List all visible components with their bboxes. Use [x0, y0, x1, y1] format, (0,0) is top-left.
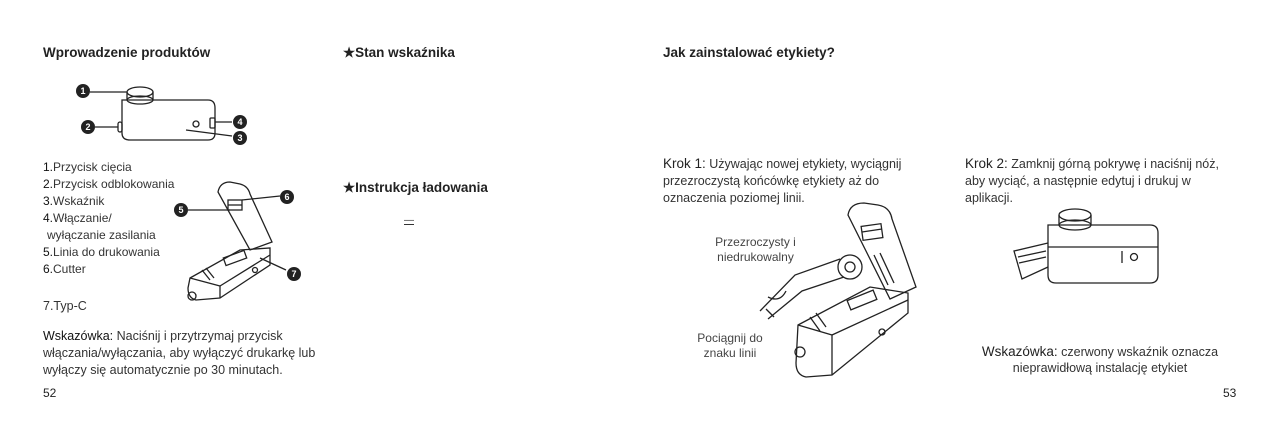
right-tip-label: Wskazówka:	[981, 344, 1058, 359]
badge-2	[81, 120, 97, 136]
badge-3	[233, 131, 249, 147]
pull-label: Pociągnij do znaku linii	[697, 331, 763, 360]
feature-item: 6.Cutter	[43, 262, 86, 276]
charging-instructions-heading: ★Instrukcja ładowania	[343, 180, 488, 195]
step2-label: Krok 2:	[965, 156, 1008, 171]
printer-open-illustration	[180, 170, 320, 310]
feature-list	[43, 159, 174, 278]
step2-text: Zamknij górną pokrywę i naciśnij nóż, aby wyciąć, a następnie edytuj i drukuj w aplikacji.	[965, 157, 1219, 205]
badge-6	[280, 190, 296, 206]
svg-text:2: 2	[85, 122, 91, 132]
step2-text-block	[965, 155, 1235, 207]
page-number-left: 52	[43, 386, 57, 400]
printer-closed-illustration	[60, 78, 300, 158]
feature-item: 2.Przycisk odblokowania	[43, 177, 175, 191]
indicator-status-heading: ★Stan wskaźnika	[343, 45, 455, 60]
left-tip-text: Naciśnij i przytrzymaj przycisk włączania/wyłączania, aby wyłączyć drukarkę lub wyłączy się automatycznie po 30 minutach.	[43, 329, 316, 377]
badge-7	[287, 267, 303, 283]
svg-text:4: 4	[237, 117, 243, 127]
right-tip-text: czerwony wskaźnik oznacza nieprawidłową instalację etykiet	[1012, 345, 1219, 375]
feature-item: 5.Linia do drukowania	[43, 245, 160, 259]
typec-label: 7.Typ-C	[43, 299, 87, 313]
transparent-label: Przezroczysty i niedrukowalny	[715, 235, 796, 264]
page-number-right: 53	[1223, 386, 1237, 400]
feature-item: wyłączanie zasilania	[47, 228, 156, 242]
svg-text:1: 1	[80, 86, 86, 96]
svg-text:6: 6	[284, 192, 290, 202]
left-tip	[43, 328, 318, 379]
feature-item: 3.Wskaźnik	[43, 194, 105, 208]
left-tip-label: Wskazówka:	[43, 329, 114, 343]
step2-printer-illustration	[1010, 205, 1190, 305]
right-tip	[965, 344, 1235, 376]
charging-placeholder: —	[404, 215, 414, 226]
step1-text: Używając nowej etykiety, wyciągnij przezroczystą końcówkę etykiety aż do oznaczenia poziomej linii.	[663, 157, 902, 205]
feature-item: 4.Włączanie/	[43, 211, 112, 225]
badge-5	[174, 203, 190, 219]
install-labels-heading: Jak zainstalować etykiety?	[663, 45, 835, 60]
svg-text:7: 7	[291, 269, 297, 279]
badge-4	[233, 115, 249, 131]
badge-1	[76, 84, 92, 100]
svg-text:3: 3	[237, 133, 243, 143]
feature-item: 1.Przycisk cięcia	[43, 160, 132, 174]
intro-heading: Wprowadzenie produktów	[43, 45, 211, 60]
step1-label: Krok 1:	[663, 156, 706, 171]
svg-text:5: 5	[178, 205, 184, 215]
step1-printer-illustration	[740, 195, 940, 385]
